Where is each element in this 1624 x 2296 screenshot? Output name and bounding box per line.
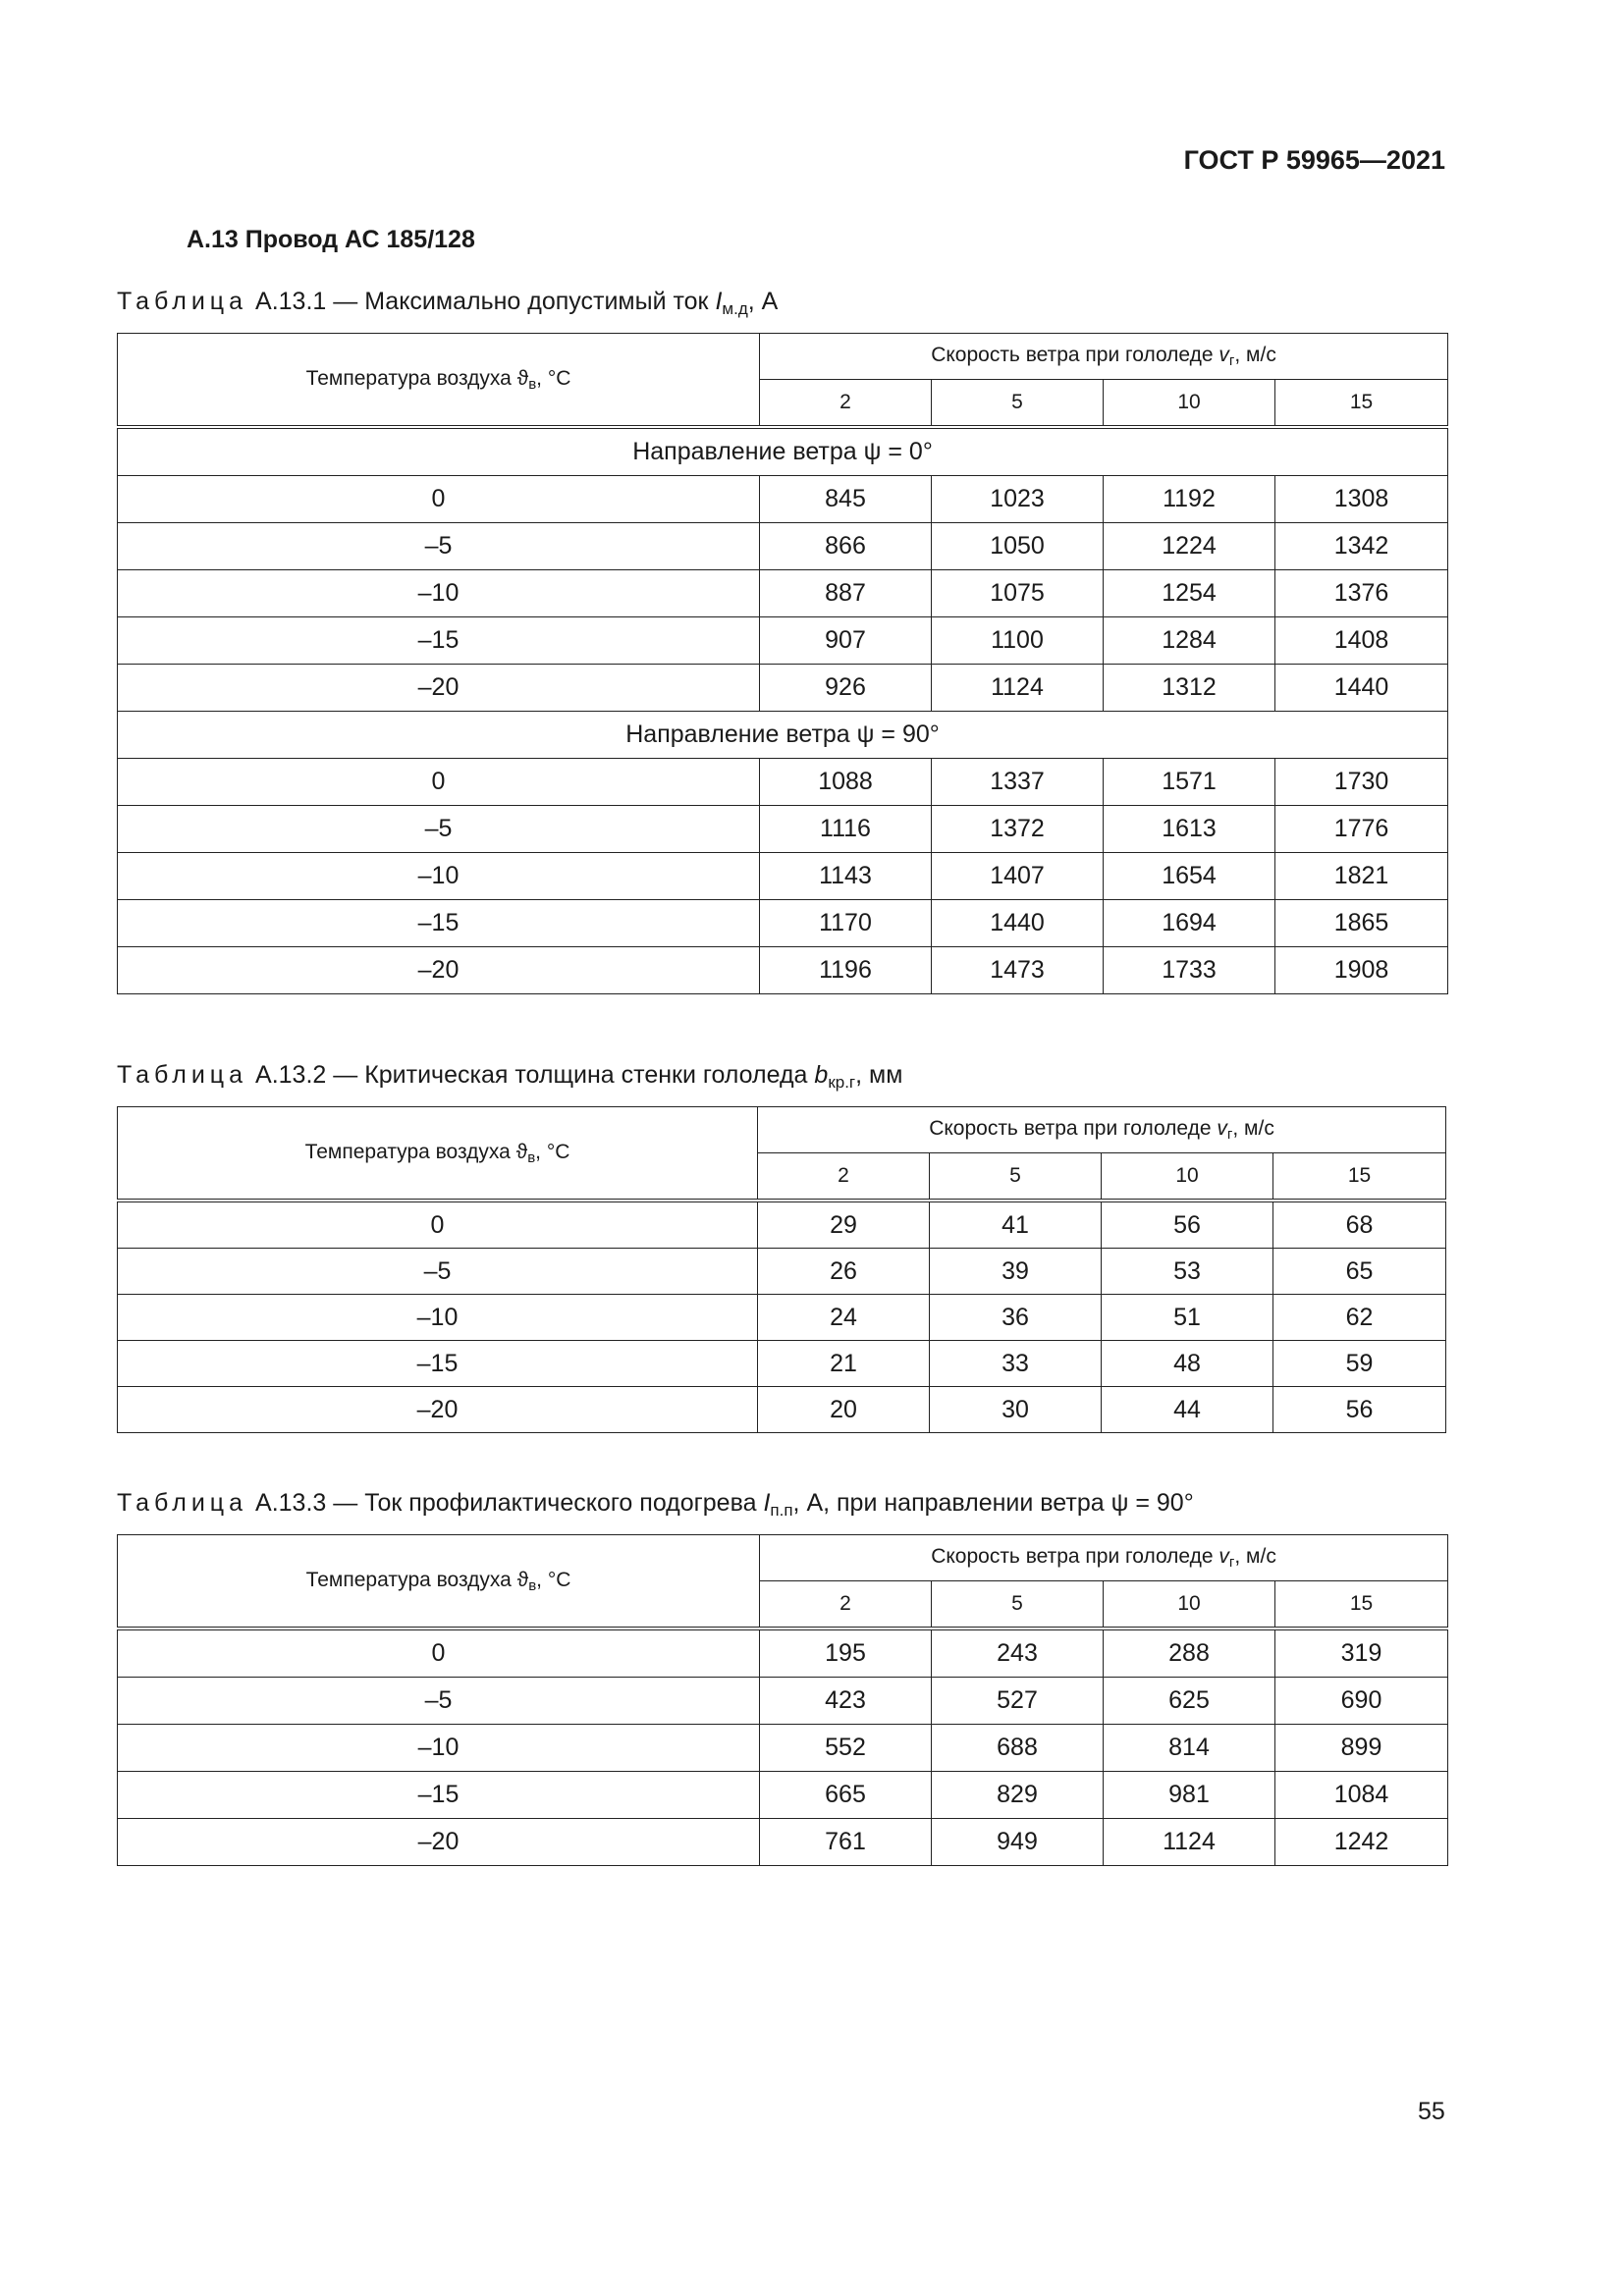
table-row [118,1201,1446,1249]
speed-header: 10 [1104,1581,1275,1629]
value-cell: 1284 [1104,617,1275,665]
value-cell: 39 [930,1249,1102,1295]
value-cell: 33 [930,1341,1102,1387]
value-cell: 30 [930,1387,1102,1433]
row-header-subscript: в [528,375,537,393]
speed-header: 5 [932,1581,1104,1629]
temperature-cell: –20 [118,665,760,712]
value-cell: 29 [758,1201,930,1249]
column-group-subscript: г [1226,1126,1233,1143]
section-row [118,712,1448,759]
table-row [118,1819,1448,1866]
value-cell: 24 [758,1295,930,1341]
table-1 [117,333,1448,994]
value-cell: 1694 [1104,900,1275,947]
temperature-cell: –15 [118,1341,758,1387]
column-group-symbol: v [1218,344,1229,366]
speed-header: 5 [930,1153,1102,1201]
speed-header: 5 [932,380,1104,428]
section-title: А.13 Провод АС 185/128 [187,226,475,253]
value-cell: 1408 [1275,617,1448,665]
column-group-text: Скорость ветра при гололеде [931,344,1219,366]
caption-suffix: , мм [855,1061,903,1089]
temperature-cell: 0 [118,476,760,523]
table-row [118,1387,1446,1433]
value-cell: 1440 [932,900,1104,947]
document-code: ГОСТ Р 59965—2021 [1183,145,1445,175]
column-group-text: Скорость ветра при гололеде [931,1545,1219,1568]
caption-text: А.13.3 — Ток профилактического подогрева [255,1489,764,1517]
row-header-suffix: , °С [536,366,571,390]
header-row [118,1535,1448,1581]
value-cell: 1733 [1104,947,1275,994]
temperature-cell: 0 [118,759,760,806]
value-cell: 62 [1273,1295,1446,1341]
row-header-temperature [118,334,760,428]
temperature-cell: –10 [118,570,760,617]
speed-header: 15 [1275,380,1448,428]
header-row [118,334,1448,380]
value-cell: 51 [1102,1295,1273,1341]
value-cell: 68 [1273,1201,1446,1249]
column-group-subscript: г [1228,1554,1235,1571]
value-cell: 625 [1104,1678,1275,1725]
value-cell: 1571 [1104,759,1275,806]
header-row [118,1107,1446,1153]
value-cell: 1372 [932,806,1104,853]
speed-header: 10 [1104,380,1275,428]
value-cell: 48 [1102,1341,1273,1387]
value-cell: 56 [1273,1387,1446,1433]
value-cell: 1124 [932,665,1104,712]
value-cell: 1192 [1104,476,1275,523]
value-cell: 59 [1273,1341,1446,1387]
table-row [118,523,1448,570]
table-row [118,617,1448,665]
row-header-subscript: в [528,1576,537,1594]
value-cell: 926 [760,665,932,712]
table-row [118,1341,1446,1387]
caption-subscript: м.д [722,299,748,318]
caption-label: Таблица [117,288,248,315]
value-cell: 1242 [1275,1819,1448,1866]
value-cell: 907 [760,617,932,665]
value-cell: 665 [760,1772,932,1819]
value-cell: 1224 [1104,523,1275,570]
table-3-caption [117,1489,1194,1521]
table-row [118,853,1448,900]
row-header-temperature [118,1107,758,1201]
speed-header: 15 [1273,1153,1446,1201]
temperature-cell: –20 [118,947,760,994]
speed-header: 2 [760,380,932,428]
value-cell: 814 [1104,1725,1275,1772]
value-cell: 1308 [1275,476,1448,523]
value-cell: 1023 [932,476,1104,523]
table-row [118,570,1448,617]
value-cell: 688 [932,1725,1104,1772]
value-cell: 319 [1275,1629,1448,1678]
value-cell: 1337 [932,759,1104,806]
value-cell: 1654 [1104,853,1275,900]
section-title-cell: Направление ветра ψ = 0° [118,427,1448,476]
caption-symbol: b [814,1061,829,1089]
value-cell: 53 [1102,1249,1273,1295]
temperature-cell: –15 [118,900,760,947]
value-cell: 552 [760,1725,932,1772]
value-cell: 1376 [1275,570,1448,617]
value-cell: 423 [760,1678,932,1725]
column-group-symbol: v [1218,1545,1229,1568]
column-group-text: Скорость ветра при гололеде [929,1117,1218,1140]
value-cell: 1170 [760,900,932,947]
table-row [118,1629,1448,1678]
section-row [118,427,1448,476]
value-cell: 1075 [932,570,1104,617]
table-row [118,665,1448,712]
caption-label: Таблица [117,1489,248,1517]
table-row [118,806,1448,853]
value-cell: 41 [930,1201,1102,1249]
value-cell: 243 [932,1629,1104,1678]
caption-subscript: п.п [770,1501,793,1520]
temperature-cell: –5 [118,806,760,853]
value-cell: 1821 [1275,853,1448,900]
value-cell: 1342 [1275,523,1448,570]
caption-suffix: , А, при направлении ветра ψ = 90° [792,1489,1194,1517]
table-2-caption [117,1061,902,1093]
value-cell: 845 [760,476,932,523]
column-group-header [758,1107,1446,1153]
value-cell: 65 [1273,1249,1446,1295]
row-header-text: Температура воздуха ϑ [305,1568,529,1591]
value-cell: 21 [758,1341,930,1387]
row-header-text: Температура воздуха ϑ [305,366,529,390]
value-cell: 1124 [1104,1819,1275,1866]
caption-text: А.13.2 — Критическая толщина стенки гололеда [255,1061,815,1089]
value-cell: 527 [932,1678,1104,1725]
value-cell: 44 [1102,1387,1273,1433]
value-cell: 1776 [1275,806,1448,853]
table-row [118,1295,1446,1341]
table-row [118,1772,1448,1819]
value-cell: 1196 [760,947,932,994]
caption-text: А.13.1 — Максимально допустимый ток [255,288,716,315]
column-group-header [760,1535,1448,1581]
column-group-header [760,334,1448,380]
value-cell: 1407 [932,853,1104,900]
table-row [118,1725,1448,1772]
value-cell: 866 [760,523,932,570]
value-cell: 1116 [760,806,932,853]
temperature-cell: –20 [118,1387,758,1433]
value-cell: 761 [760,1819,932,1866]
caption-subscript: кр.г [828,1073,856,1092]
caption-label: Таблица [117,1061,248,1089]
value-cell: 690 [1275,1678,1448,1725]
column-group-suffix: , м/с [1234,1545,1276,1568]
temperature-cell: –10 [118,1295,758,1341]
table-row [118,759,1448,806]
temperature-cell: –15 [118,1772,760,1819]
value-cell: 195 [760,1629,932,1678]
value-cell: 1254 [1104,570,1275,617]
temperature-cell: –5 [118,523,760,570]
row-header-temperature [118,1535,760,1629]
table-2 [117,1106,1446,1433]
value-cell: 1088 [760,759,932,806]
value-cell: 981 [1104,1772,1275,1819]
value-cell: 949 [932,1819,1104,1866]
column-group-subscript: г [1228,352,1235,369]
caption-symbol: I [715,288,723,315]
value-cell: 887 [760,570,932,617]
temperature-cell: –15 [118,617,760,665]
table-1-caption [117,288,778,319]
table-3 [117,1534,1448,1866]
value-cell: 1050 [932,523,1104,570]
caption-suffix: , А [747,288,779,315]
table-row [118,947,1448,994]
row-header-subscript: в [527,1148,536,1166]
value-cell: 829 [932,1772,1104,1819]
value-cell: 1143 [760,853,932,900]
section-title-cell: Направление ветра ψ = 90° [118,712,1448,759]
caption-symbol: I [763,1489,771,1517]
table-row [118,476,1448,523]
value-cell: 1730 [1275,759,1448,806]
temperature-cell: 0 [118,1201,758,1249]
value-cell: 1312 [1104,665,1275,712]
temperature-cell: –5 [118,1678,760,1725]
value-cell: 899 [1275,1725,1448,1772]
page-number: 55 [1418,2098,1445,2125]
temperature-cell: –10 [118,853,760,900]
speed-header: 2 [760,1581,932,1629]
value-cell: 1473 [932,947,1104,994]
value-cell: 1100 [932,617,1104,665]
speed-header: 2 [758,1153,930,1201]
value-cell: 26 [758,1249,930,1295]
value-cell: 1440 [1275,665,1448,712]
value-cell: 1908 [1275,947,1448,994]
row-header-suffix: , °С [535,1140,570,1163]
column-group-symbol: v [1217,1117,1227,1140]
value-cell: 288 [1104,1629,1275,1678]
table-row [118,900,1448,947]
temperature-cell: –5 [118,1249,758,1295]
value-cell: 1865 [1275,900,1448,947]
speed-header: 15 [1275,1581,1448,1629]
value-cell: 20 [758,1387,930,1433]
column-group-suffix: , м/с [1232,1117,1274,1140]
value-cell: 36 [930,1295,1102,1341]
row-header-text: Температура воздуха ϑ [304,1140,528,1163]
value-cell: 1613 [1104,806,1275,853]
value-cell: 1084 [1275,1772,1448,1819]
table-row [118,1249,1446,1295]
temperature-cell: 0 [118,1629,760,1678]
column-group-suffix: , м/с [1234,344,1276,366]
temperature-cell: –10 [118,1725,760,1772]
table-row [118,1678,1448,1725]
row-header-suffix: , °С [536,1568,571,1591]
value-cell: 56 [1102,1201,1273,1249]
temperature-cell: –20 [118,1819,760,1866]
speed-header: 10 [1102,1153,1273,1201]
